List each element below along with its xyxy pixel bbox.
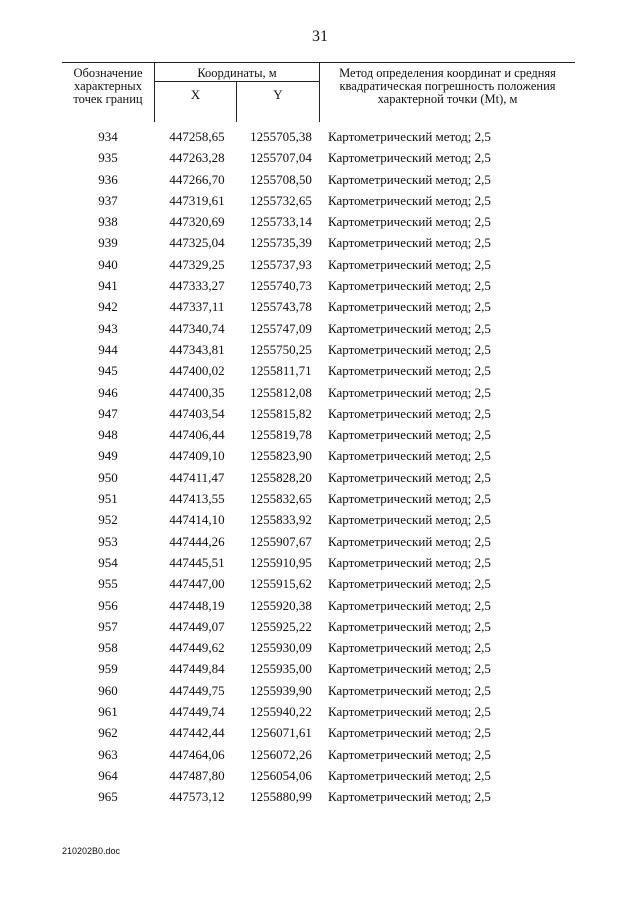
coord-y: 1255705,38 [250, 129, 312, 144]
method-cell: Картометрический метод; 2,5 [328, 299, 491, 315]
coord-x: 447413,55 [169, 491, 225, 507]
table-row [62, 552, 582, 573]
coord-x: 447487,80 [169, 767, 225, 783]
method-cell: Картометрический метод; 2,5 [328, 235, 491, 251]
method-cell: Картометрический метод; 2,5 [328, 661, 491, 677]
method-cell: Картометрический метод; 2,5 [328, 789, 491, 805]
point-number: 959 [98, 661, 118, 677]
point-number: 936 [98, 171, 118, 187]
point-number: 937 [98, 192, 118, 208]
header-point-line: характерных [74, 79, 142, 93]
table-row [62, 531, 582, 552]
coord-y: 1255828,20 [250, 469, 312, 485]
table-row [62, 339, 582, 360]
table-row [62, 232, 582, 253]
header-method [320, 63, 576, 123]
coord-y: 1255747,09 [250, 320, 312, 336]
table-row [62, 403, 582, 424]
method-cell: Картометрический метод; 2,5 [328, 341, 491, 357]
coord-y: 1255735,39 [250, 235, 312, 251]
point-number: 946 [98, 384, 118, 400]
coord-x: 447445,51 [169, 554, 225, 570]
method-cell: Картометрический метод; 2,5 [328, 618, 491, 634]
coord-x: 447444,26 [169, 533, 225, 549]
point-number: 943 [98, 320, 118, 336]
coord-y: 1255940,22 [250, 704, 312, 720]
method-cell: Картометрический метод; 2,5 [328, 320, 491, 336]
point-number: 961 [98, 704, 118, 720]
page-number: 31 [312, 28, 328, 45]
coord-x: 447411,47 [169, 469, 225, 485]
point-number: 963 [98, 746, 118, 762]
coord-y: 1255833,92 [250, 512, 312, 528]
point-number: 954 [98, 554, 118, 570]
point-number: 955 [98, 576, 118, 592]
table-row [62, 765, 582, 786]
point-number: 960 [98, 682, 118, 698]
coord-x: 447464,06 [169, 746, 225, 762]
coord-y: 1255815,82 [250, 405, 312, 421]
method-cell: Картометрический метод; 2,5 [328, 640, 491, 656]
method-cell: Картометрический метод; 2,5 [328, 767, 491, 783]
coord-y: 1255910,95 [250, 554, 312, 570]
table-row [62, 509, 582, 530]
coord-y: 1255733,14 [250, 214, 312, 230]
table-row [62, 275, 582, 296]
table-row [62, 445, 582, 466]
method-cell: Картометрический метод; 2,5 [328, 746, 491, 762]
coord-x: 447400,02 [169, 363, 225, 379]
coord-x: 447263,28 [169, 150, 225, 166]
header-point-line: точек границ [73, 92, 143, 106]
coord-x: 447573,12 [169, 789, 225, 805]
table-row [62, 318, 582, 339]
point-number: 952 [98, 512, 118, 528]
table-row [62, 616, 582, 637]
coord-x: 447333,27 [169, 278, 225, 294]
point-number: 941 [98, 278, 118, 294]
method-cell: Картометрический метод; 2,5 [328, 384, 491, 400]
point-number: 944 [98, 341, 118, 357]
table-row [62, 637, 582, 658]
point-number: 956 [98, 597, 118, 613]
coord-y: 1255707,04 [250, 150, 312, 166]
coord-y: 1255812,08 [250, 384, 312, 400]
table-row [62, 254, 582, 275]
method-cell: Картометрический метод; 2,5 [328, 469, 491, 485]
header-y: Y [237, 82, 320, 123]
header-point-designation [62, 63, 155, 123]
table-row [62, 360, 582, 381]
table-row [62, 786, 582, 807]
coord-x: 447400,35 [169, 384, 225, 400]
coord-y: 1255915,62 [250, 576, 312, 592]
method-cell: Картометрический метод; 2,5 [328, 171, 491, 187]
table-row [62, 424, 582, 445]
table-header [62, 62, 575, 122]
coord-y: 1256071,61 [250, 725, 312, 741]
method-cell: Картометрический метод; 2,5 [328, 512, 491, 528]
coord-y: 1255740,73 [250, 278, 312, 294]
coord-x: 447409,10 [169, 448, 225, 464]
method-cell: Картометрический метод; 2,5 [328, 192, 491, 208]
coord-x: 447325,04 [169, 235, 225, 251]
point-number: 957 [98, 618, 118, 634]
coord-x: 447406,44 [169, 427, 225, 443]
point-number: 934 [98, 129, 118, 144]
table-row [62, 722, 582, 743]
point-number: 938 [98, 214, 118, 230]
coord-x: 447319,61 [169, 192, 225, 208]
table-row [62, 169, 582, 190]
table-row [62, 573, 582, 594]
coord-y: 1255832,65 [250, 491, 312, 507]
table-row [62, 382, 582, 403]
header-method-line: квадратическая погрешность положения [339, 79, 556, 93]
coord-y: 1255819,78 [250, 427, 312, 443]
coord-x: 447329,25 [169, 256, 225, 272]
coord-y: 1255907,67 [250, 533, 312, 549]
table-body [62, 126, 582, 808]
method-cell: Картометрический метод; 2,5 [328, 554, 491, 570]
table-row [62, 701, 582, 722]
method-cell: Картометрический метод; 2,5 [328, 256, 491, 272]
coord-y: 1255920,38 [250, 597, 312, 613]
method-cell: Картометрический метод; 2,5 [328, 129, 491, 144]
method-cell: Картометрический метод; 2,5 [328, 405, 491, 421]
table-row [62, 126, 582, 147]
point-number: 940 [98, 256, 118, 272]
point-number: 962 [98, 725, 118, 741]
point-number: 951 [98, 491, 118, 507]
table-row [62, 147, 582, 168]
coord-y: 1255732,65 [250, 192, 312, 208]
method-cell: Картометрический метод; 2,5 [328, 597, 491, 613]
coord-y: 1256054,06 [250, 767, 312, 783]
table-row [62, 658, 582, 679]
method-cell: Картометрический метод; 2,5 [328, 278, 491, 294]
coord-y: 1255811,71 [250, 363, 312, 379]
point-number: 935 [98, 150, 118, 166]
header-method-line: характерной точки (Mt), м [377, 92, 518, 106]
table-row [62, 744, 582, 765]
table-row [62, 680, 582, 701]
point-number: 942 [98, 299, 118, 315]
table-row [62, 190, 582, 211]
method-cell: Картометрический метод; 2,5 [328, 214, 491, 230]
coord-y: 1255750,25 [250, 341, 312, 357]
coord-x: 447447,00 [169, 576, 225, 592]
point-number: 947 [98, 405, 118, 421]
header-point-line: Обозначение [73, 66, 143, 80]
header-method-line: Метод определения координат и средняя [339, 66, 556, 80]
coord-y: 1255737,93 [250, 256, 312, 272]
coord-y: 1255880,99 [250, 789, 312, 805]
point-number: 950 [98, 469, 118, 485]
point-number: 945 [98, 363, 118, 379]
coord-x: 447340,74 [169, 320, 225, 336]
header-coordinates: Координаты, м [155, 63, 320, 82]
point-number: 939 [98, 235, 118, 251]
coord-x: 447337,11 [169, 299, 225, 315]
point-number: 965 [98, 789, 118, 805]
coord-x: 447414,10 [169, 512, 225, 528]
point-number: 953 [98, 533, 118, 549]
point-number: 949 [98, 448, 118, 464]
table-row [62, 467, 582, 488]
point-number: 964 [98, 767, 118, 783]
coord-y: 1255935,00 [250, 661, 312, 677]
coord-x: 447449,07 [169, 618, 225, 634]
point-number: 948 [98, 427, 118, 443]
coord-y: 1256072,26 [250, 746, 312, 762]
method-cell: Картометрический метод; 2,5 [328, 533, 491, 549]
coord-x: 447343,81 [169, 341, 225, 357]
coord-y: 1255939,90 [250, 682, 312, 698]
method-cell: Картометрический метод; 2,5 [328, 682, 491, 698]
method-cell: Картометрический метод; 2,5 [328, 491, 491, 507]
coord-y: 1255708,50 [250, 171, 312, 187]
method-cell: Картометрический метод; 2,5 [328, 704, 491, 720]
coord-x: 447320,69 [169, 214, 225, 230]
coord-y: 1255743,78 [250, 299, 312, 315]
method-cell: Картометрический метод; 2,5 [328, 363, 491, 379]
table-row [62, 211, 582, 232]
point-number: 958 [98, 640, 118, 656]
coord-x: 447442,44 [169, 725, 225, 741]
table-row [62, 296, 582, 317]
coord-x: 447266,70 [169, 171, 225, 187]
table-row [62, 595, 582, 616]
coord-x: 447449,75 [169, 682, 225, 698]
coord-x: 447449,74 [169, 704, 225, 720]
header-x: X [155, 82, 237, 123]
coord-x: 447403,54 [169, 405, 225, 421]
table-row [62, 488, 582, 509]
coord-y: 1255925,22 [250, 618, 312, 634]
footer-filename: 210202B0.doc [62, 846, 121, 856]
coord-y: 1255823,90 [250, 448, 312, 464]
method-cell: Картометрический метод; 2,5 [328, 427, 491, 443]
method-cell: Картометрический метод; 2,5 [328, 725, 491, 741]
method-cell: Картометрический метод; 2,5 [328, 150, 491, 166]
method-cell: Картометрический метод; 2,5 [328, 576, 491, 592]
coord-x: 447449,84 [169, 661, 225, 677]
coord-y: 1255930,09 [250, 640, 312, 656]
coord-x: 447449,62 [169, 640, 225, 656]
coord-x: 447448,19 [169, 597, 225, 613]
method-cell: Картометрический метод; 2,5 [328, 448, 491, 464]
coord-x: 447258,65 [169, 129, 225, 144]
